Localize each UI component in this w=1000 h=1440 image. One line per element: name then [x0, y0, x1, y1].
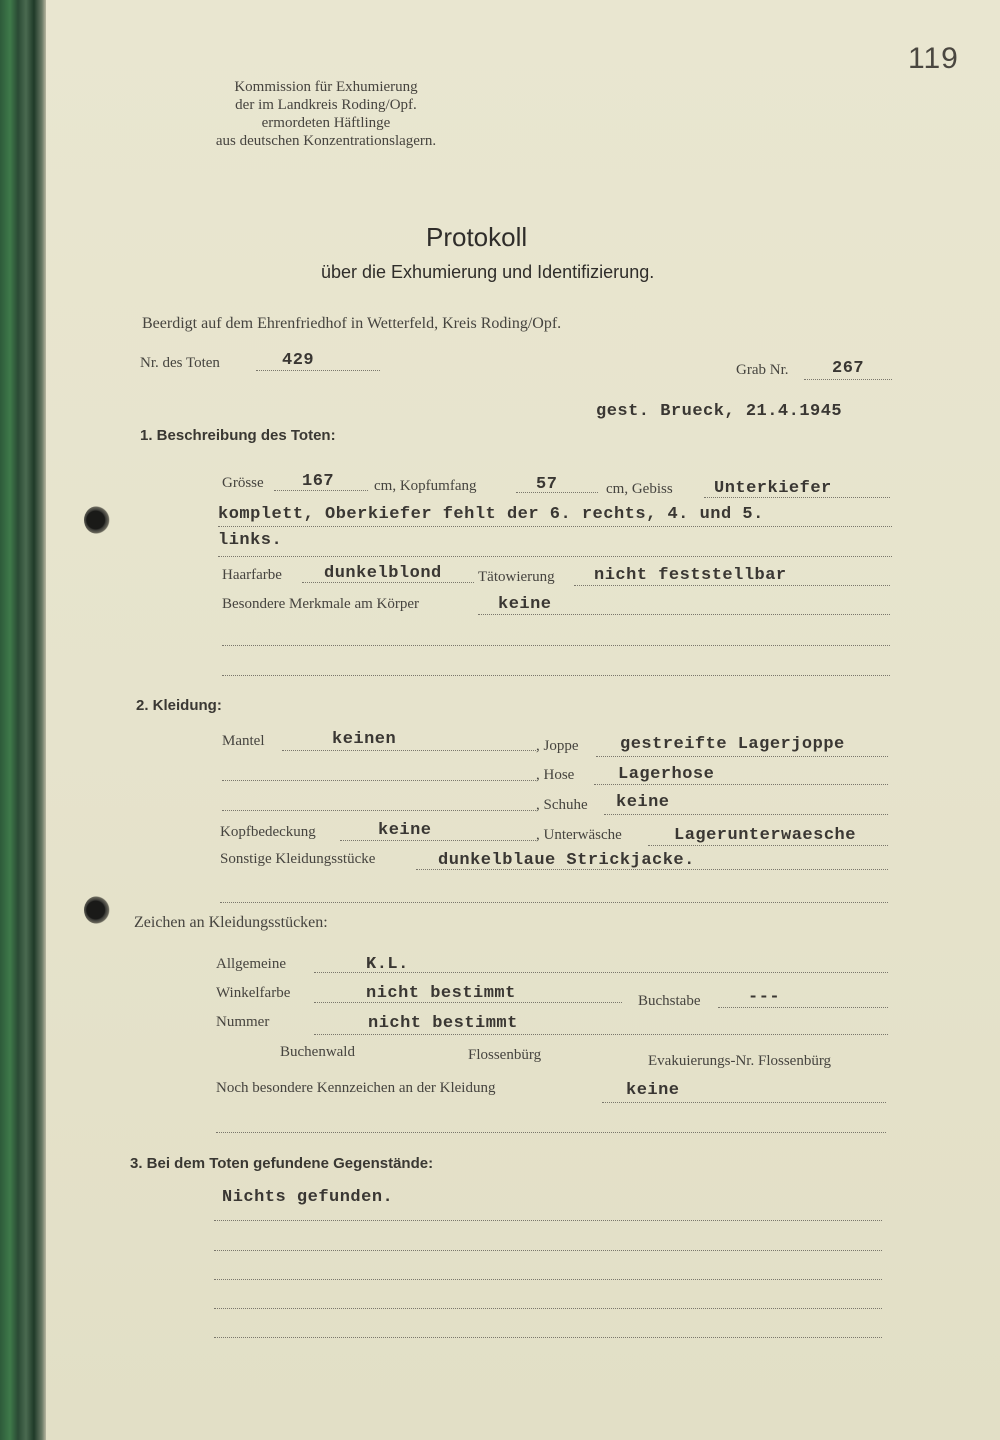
underwear-label: , Unterwäsche [536, 827, 622, 843]
dotted-line [574, 585, 890, 586]
burial-place: Beerdigt auf dem Ehrenfriedhof in Wetterfeld, Kreis Roding/Opf. [142, 315, 562, 332]
page-number: 119 [908, 42, 959, 75]
dotted-line [718, 1007, 888, 1008]
coat-value: keinen [332, 730, 397, 749]
teeth-value: Unterkiefer [714, 479, 832, 498]
dotted-line [314, 1034, 888, 1035]
evacuation-number-label: Evakuierungs-Nr. Flossenbürg [648, 1053, 832, 1069]
dotted-line [222, 675, 890, 676]
jacket-value: gestreifte Lagerjoppe [620, 735, 845, 754]
head-value: 57 [536, 475, 558, 494]
found-items-value: Nichts gefunden. [222, 1188, 394, 1207]
dotted-line [214, 1279, 882, 1280]
dotted-line [478, 614, 890, 615]
marks-value: keine [498, 595, 552, 614]
dotted-line [604, 814, 888, 815]
other-clothing-label: Sonstige Kleidungsstücke [220, 851, 376, 867]
dotted-line [214, 1220, 882, 1221]
general-value: K.L. [366, 955, 409, 974]
binder-spine [0, 0, 46, 1440]
marks-heading: Zeichen an Kleidungsstücken: [134, 914, 328, 931]
special-marks-label: Noch besondere Kennzeichen an der Kleidung [216, 1080, 496, 1096]
general-label: Allgemeine [216, 956, 286, 972]
other-clothing-value: dunkelblaue Strickjacke. [438, 851, 695, 870]
commission-line: aus deutschen Konzentrationslagern. [215, 133, 437, 149]
dotted-line [214, 1308, 882, 1309]
headwear-label: Kopfbedeckung [220, 824, 316, 840]
trousers-label: , Hose [536, 767, 575, 783]
shoes-value: keine [616, 793, 670, 812]
commission-header [186, 78, 466, 150]
dotted-line [256, 370, 380, 371]
teeth-value-cont: komplett, Oberkiefer fehlt der 6. rechts, 4. und 5. [218, 505, 764, 524]
dotted-line [282, 750, 536, 751]
dotted-line [220, 902, 888, 903]
dotted-line [222, 645, 890, 646]
page-title: Protokoll [426, 222, 528, 252]
head-label: cm, Kopfumfang [374, 478, 477, 494]
teeth-label: cm, Gebiss [606, 481, 673, 497]
special-marks-value: keine [626, 1081, 680, 1100]
hair-label: Haarfarbe [222, 567, 282, 583]
dotted-line [340, 840, 536, 841]
dotted-line [596, 756, 888, 757]
section2-heading: 2. Kleidung: [136, 697, 222, 714]
dotted-line [648, 845, 888, 846]
death-note: gest. Brueck, 21.4.1945 [596, 402, 843, 421]
commission-line: der im Landkreis Roding/Opf. [235, 97, 417, 113]
number-label: Nummer [216, 1014, 270, 1030]
dotted-line [218, 556, 892, 557]
dotted-line [214, 1250, 882, 1251]
camp-buchenwald: Buchenwald [280, 1044, 355, 1060]
dotted-line [804, 379, 892, 380]
dead-number-label: Nr. des Toten [140, 355, 220, 371]
number-value: nicht bestimmt [368, 1014, 518, 1033]
hair-value: dunkelblond [324, 564, 442, 583]
height-label: Grösse [222, 475, 264, 491]
commission-line: Kommission für Exhumierung [234, 79, 418, 95]
trousers-value: Lagerhose [618, 765, 715, 784]
headwear-value: keine [378, 821, 432, 840]
document-page [46, 0, 1000, 1440]
dotted-line [222, 810, 536, 811]
letter-label: Buchstabe [638, 993, 701, 1009]
coat-label: Mantel [222, 733, 265, 749]
dead-number-value: 429 [282, 351, 315, 370]
section1-heading: 1. Beschreibung des Toten: [140, 427, 336, 444]
jacket-label: , Joppe [536, 738, 579, 754]
teeth-value-cont: links. [218, 531, 283, 550]
page-subtitle: über die Exhumierung und Identifizierung. [321, 262, 655, 282]
winkel-color-label: Winkelfarbe [216, 985, 291, 1001]
tattoo-label: Tätowierung [478, 569, 555, 585]
dotted-line [222, 780, 536, 781]
dotted-line [602, 1102, 886, 1103]
shoes-label: , Schuhe [536, 797, 588, 813]
dotted-line [216, 1132, 886, 1133]
dotted-line [594, 784, 888, 785]
punch-hole-icon [84, 506, 110, 534]
grave-number-value: 267 [832, 359, 865, 378]
section3-heading: 3. Bei dem Toten gefundene Gegenstände: [130, 1155, 434, 1172]
marks-label: Besondere Merkmale am Körper [222, 596, 420, 612]
grave-number-label: Grab Nr. [736, 362, 789, 378]
camp-flossenbuerg: Flossenbürg [468, 1047, 542, 1063]
underwear-value: Lagerunterwaesche [674, 826, 856, 845]
dotted-line [218, 526, 892, 527]
dotted-line [214, 1337, 882, 1338]
punch-hole-icon [84, 896, 110, 924]
letter-value: --- [748, 988, 781, 1007]
commission-line: ermordeten Häftlinge [261, 115, 391, 131]
winkel-color-value: nicht bestimmt [366, 984, 516, 1003]
tattoo-value: nicht feststellbar [594, 566, 787, 585]
height-value: 167 [302, 472, 335, 491]
